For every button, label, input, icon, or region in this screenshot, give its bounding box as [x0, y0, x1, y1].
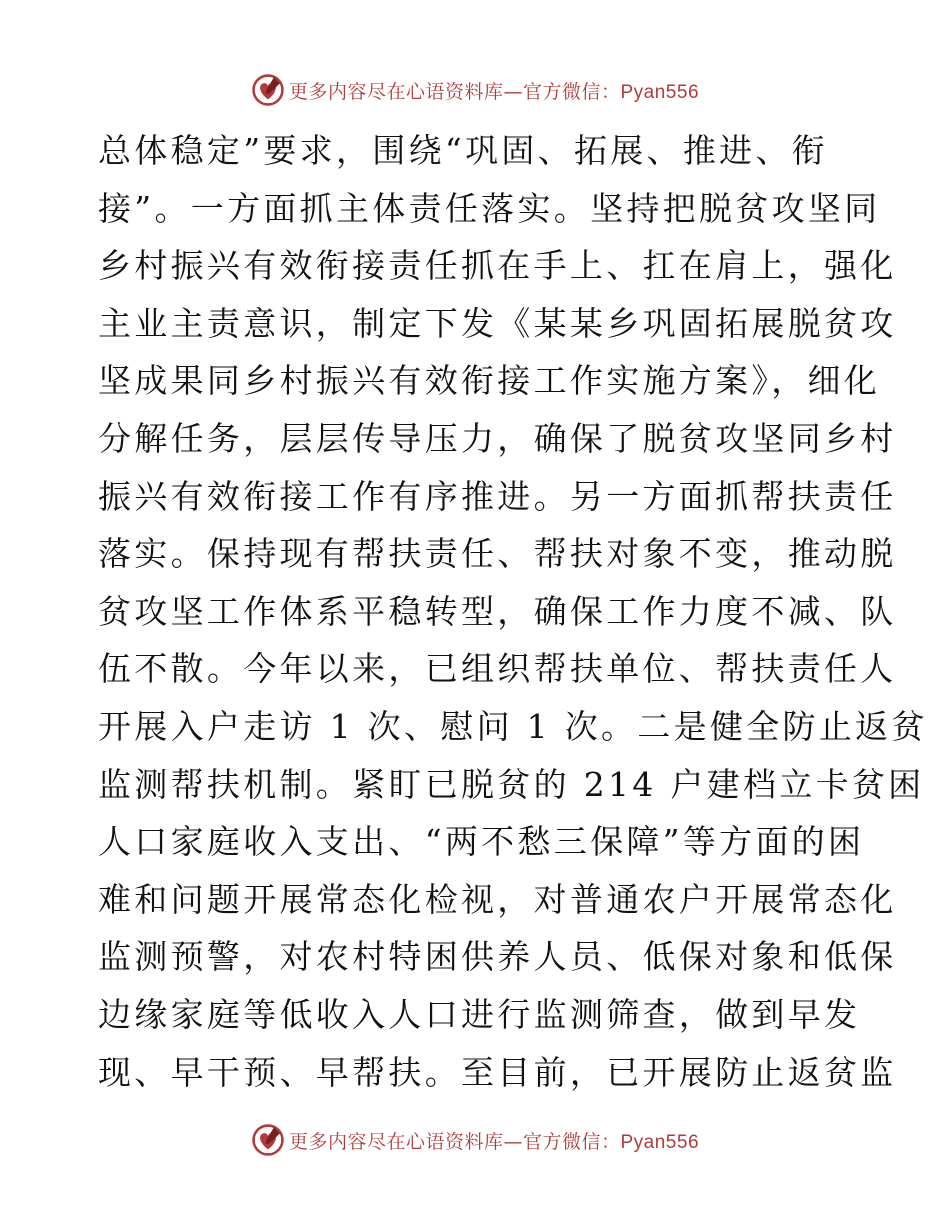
body-line: 贫攻坚工作体系平稳转型，确保工作力度不减、队 — [98, 591, 897, 631]
heart-pen-logo-icon — [251, 1123, 285, 1157]
body-line: 总体稳定”要求，围绕“巩固、拓展、推进、衔 — [98, 131, 829, 170]
body-line: 现、早干预、早帮扶。至目前，已开展防止返贫监 — [98, 1052, 897, 1092]
watermark-account: Pyan556 — [620, 81, 700, 103]
body-line: 边缘家庭等低收入人口进行监测筛查，做到早发 — [98, 994, 861, 1034]
body-line: 坚成果同乡村振兴有效衔接工作实施方案》，细化 — [98, 361, 881, 401]
body-line: 振兴有效衔接工作有序推进。另一方面抓帮扶责任 — [98, 476, 897, 516]
body-line: 监测帮扶机制。紧盯已脱贫的 214 户建档立卡贫困 — [98, 764, 925, 804]
body-line: 接”。一方面抓主体责任落实。坚持把脱贫攻坚同 — [98, 188, 881, 228]
body-line: 主业主责意识，制定下发《某某乡巩固拓展脱贫攻 — [98, 303, 897, 343]
body-line: 乡村振兴有效衔接责任抓在手上、扛在肩上，强化 — [98, 246, 897, 286]
document-body — [98, 122, 928, 1101]
header-watermark — [0, 70, 950, 110]
body-line: 难和问题开展常态化检视，对普通农户开展常态化 — [98, 879, 897, 919]
body-line: 开展入户走访 1 次、慰问 1 次。二是健全防止返贫 — [98, 706, 928, 746]
body-line: 监测预警，对农村特困供养人员、低保对象和低保 — [98, 937, 897, 977]
body-line: 落实。保持现有帮扶责任、帮扶对象不变，推动脱 — [98, 534, 897, 574]
watermark-text: 更多内容尽在心语资料库—官方微信：Pyan556 — [288, 1130, 700, 1153]
heart-pen-logo-icon — [251, 73, 285, 107]
body-line: 伍不散。今年以来，已组织帮扶单位、帮扶责任人 — [98, 649, 897, 689]
footer-watermark — [0, 1120, 950, 1160]
watermark-account: Pyan556 — [620, 1131, 700, 1153]
watermark-text: 更多内容尽在心语资料库—官方微信：Pyan556 — [288, 80, 700, 103]
body-line: 分解任务，层层传导压力，确保了脱贫攻坚同乡村 — [98, 418, 897, 458]
body-line: 人口家庭收入支出、“两不愁三保障”等方面的困 — [98, 822, 865, 862]
